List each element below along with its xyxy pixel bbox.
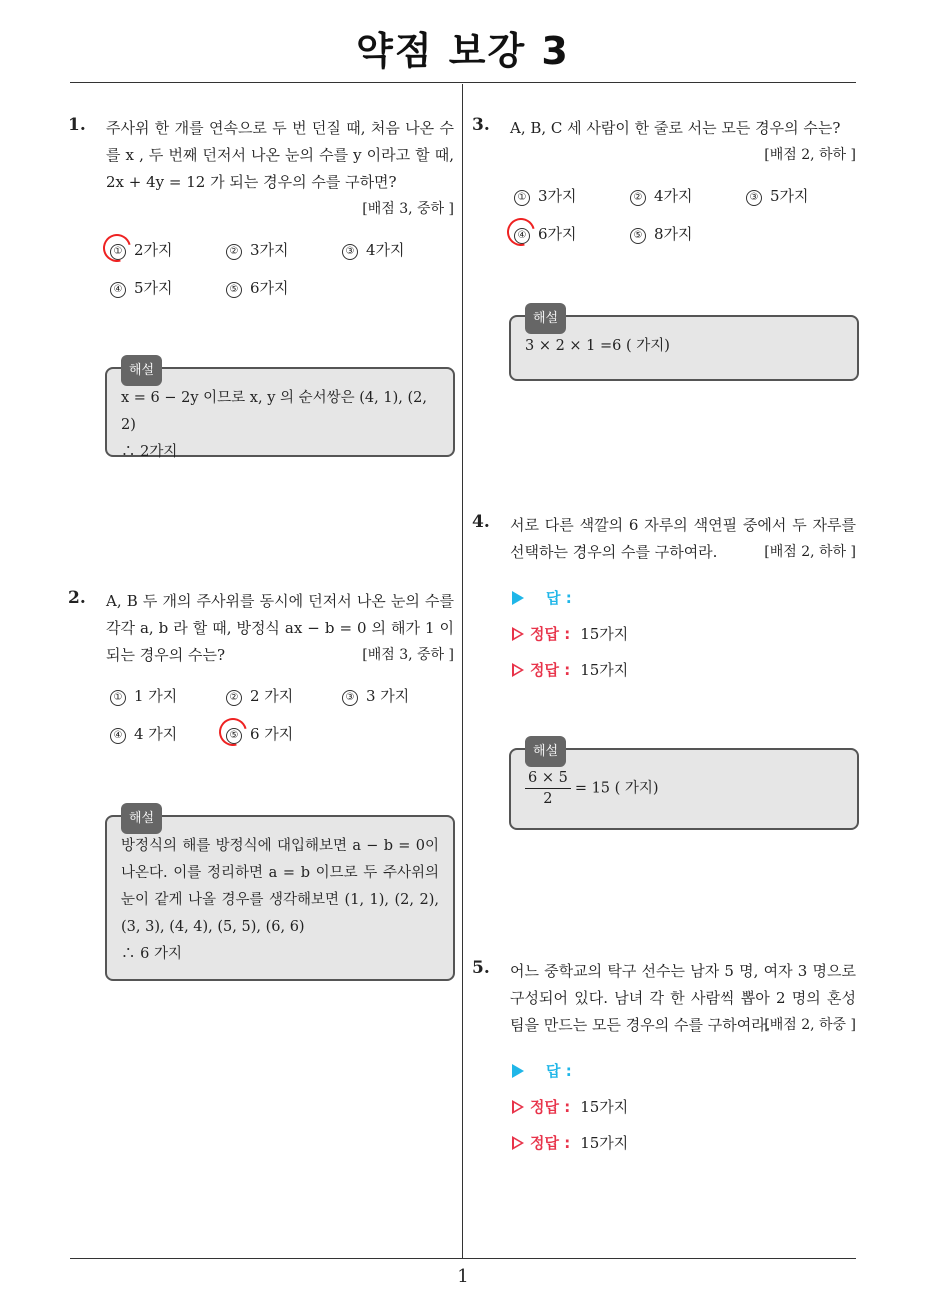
option-5[interactable]: ⑤ 8가지 <box>630 223 693 244</box>
explanation-line: ∴ 2가지 <box>121 444 178 460</box>
column-divider <box>462 84 463 1258</box>
question-1 <box>68 115 454 323</box>
outline-triangle-icon <box>512 663 524 677</box>
play-icon <box>512 591 524 605</box>
correct-label: 정답 : <box>530 1098 571 1116</box>
correct-label: 정답 : <box>530 661 571 679</box>
correct-label: 정답 : <box>530 1134 571 1152</box>
explanation-line: 방정식의 해를 방정식에 대입해보면 a − b = 0이 나온다. 이를 정리하면 a = b 이므로 두 주사위의 눈이 같게 나올 경우를 생각해보면 (1, 1), (2, 2), (3, 3), (4, 4), (5, 5), (6, 6) <box>121 838 439 935</box>
question-text: 주사위 한 개를 연속으로 두 번 던질 때, 처음 나온 수를 x , 두 번째 던저서 나온 눈의 수를 y 이라고 할 때, 2x + 4y = 12 가 되는 경우의 수를 구하면? <box>106 119 454 191</box>
outline-triangle-icon <box>512 1100 524 1114</box>
question-number: 4. <box>472 512 490 532</box>
question-number: 1. <box>68 115 86 135</box>
option-mark: ⑤ <box>226 728 242 744</box>
option-5[interactable]: ⑤ 6 가지 <box>226 723 293 744</box>
question-meta: [배점 3, 중하 ] <box>362 201 454 217</box>
outline-triangle-icon <box>512 1136 524 1150</box>
correct-row <box>512 616 628 652</box>
explanation-label: 해설 <box>525 303 566 334</box>
explanation-box-4 <box>509 744 859 830</box>
question-meta: [배점 2, 하중 ] <box>764 1017 856 1033</box>
question-number: 2. <box>68 588 86 608</box>
answer-block-4 <box>512 580 628 688</box>
top-rule <box>70 82 856 83</box>
explanation-box-3 <box>509 311 859 381</box>
option-4[interactable]: ④ 4 가지 <box>110 723 177 744</box>
explanation-line: 3 × 2 × 1 =6 ( 가지) <box>525 338 670 354</box>
explanation-label: 해설 <box>525 736 566 767</box>
question-meta: [배점 2, 하하 ] <box>764 544 856 560</box>
options <box>106 237 454 323</box>
explanation-box-1 <box>105 363 455 460</box>
option-3[interactable]: ③ 5가지 <box>746 185 809 206</box>
option-1[interactable]: ① 2가지 <box>110 239 173 260</box>
correct-row <box>512 652 628 688</box>
answer-row <box>512 1053 628 1089</box>
question-3 <box>472 115 856 269</box>
option-3[interactable]: ③ 4가지 <box>342 239 405 260</box>
correct-value: 15가지 <box>580 661 629 679</box>
play-icon <box>512 1064 524 1078</box>
question-text: A, B, C 세 사람이 한 줄로 서는 모든 경우의 수는? <box>510 119 841 137</box>
correct-row <box>512 1125 628 1161</box>
selected-mark-icon <box>214 713 252 751</box>
option-2[interactable]: ② 2 가지 <box>226 685 293 706</box>
explanation-box-2 <box>105 811 455 981</box>
option-1[interactable]: ① 1 가지 <box>110 685 177 706</box>
question-number: 5. <box>472 958 490 978</box>
option-4[interactable]: ④ 6가지 <box>514 223 577 244</box>
options <box>510 183 856 269</box>
question-meta: [배점 2, 하하 ] <box>764 147 856 163</box>
answer-label: 답 : <box>546 589 572 607</box>
options <box>106 683 454 769</box>
correct-value: 15가지 <box>580 1134 629 1152</box>
explanation-label: 해설 <box>121 803 162 834</box>
explanation-line: x = 6 − 2y 이므로 x, y 의 순서쌍은 (4, 1), (2, 2) <box>121 390 427 433</box>
explanation-fraction: $\frac{6 \times 5}{2}$ <box>525 768 571 809</box>
option-mark: ① <box>110 244 126 260</box>
explanation-line: = 15 ( 가지) <box>574 780 659 797</box>
correct-row <box>512 1089 628 1125</box>
answer-block-5 <box>512 1053 628 1161</box>
question-2 <box>68 588 454 769</box>
outline-triangle-icon <box>512 627 524 641</box>
option-2[interactable]: ② 3가지 <box>226 239 289 260</box>
bottom-rule <box>70 1258 856 1259</box>
question-5 <box>472 958 856 1039</box>
option-4[interactable]: ④ 5가지 <box>110 277 173 298</box>
page-title: 약점 보강 3 <box>356 29 570 73</box>
option-2[interactable]: ② 4가지 <box>630 185 693 206</box>
question-4 <box>472 512 856 566</box>
correct-label: 정답 : <box>530 625 571 643</box>
question-text: 어느 중학교의 탁구 선수는 남자 5 명, 여자 3 명으로 구성되어 있다. 남녀 각 한 사람씩 뽑아 2 명의 혼성팀을 만드는 모든 경우의 수를 구하여라. <box>510 962 856 1034</box>
selected-mark-icon <box>98 229 136 267</box>
question-text: 서로 다른 색깔의 6 자루의 색연필 중에서 두 자루를 선택하는 경우의 수를 구하여라. <box>510 516 856 561</box>
answer-label: 답 : <box>546 1062 572 1080</box>
option-3[interactable]: ③ 3 가지 <box>342 685 409 706</box>
question-meta: [배점 3, 중하 ] <box>362 647 454 663</box>
question-number: 3. <box>472 115 490 135</box>
correct-value: 15가지 <box>580 1098 629 1116</box>
question-text: A, B 두 개의 주사위를 동시에 던저서 나온 눈의 수를 각각 a, b 라 할 때, 방정식 ax − b = 0 의 해가 1 이 되는 경우의 수는? <box>106 592 454 664</box>
page-number: 1 <box>457 1266 469 1287</box>
option-5[interactable]: ⑤ 6가지 <box>226 277 289 298</box>
explanation-label: 해설 <box>121 355 162 386</box>
option-1[interactable]: ① 3가지 <box>514 185 577 206</box>
option-mark: ④ <box>514 228 530 244</box>
answer-row <box>512 580 628 616</box>
correct-value: 15가지 <box>580 625 629 643</box>
selected-mark-icon <box>502 213 540 251</box>
explanation-line: ∴ 6 가지 <box>121 946 182 962</box>
